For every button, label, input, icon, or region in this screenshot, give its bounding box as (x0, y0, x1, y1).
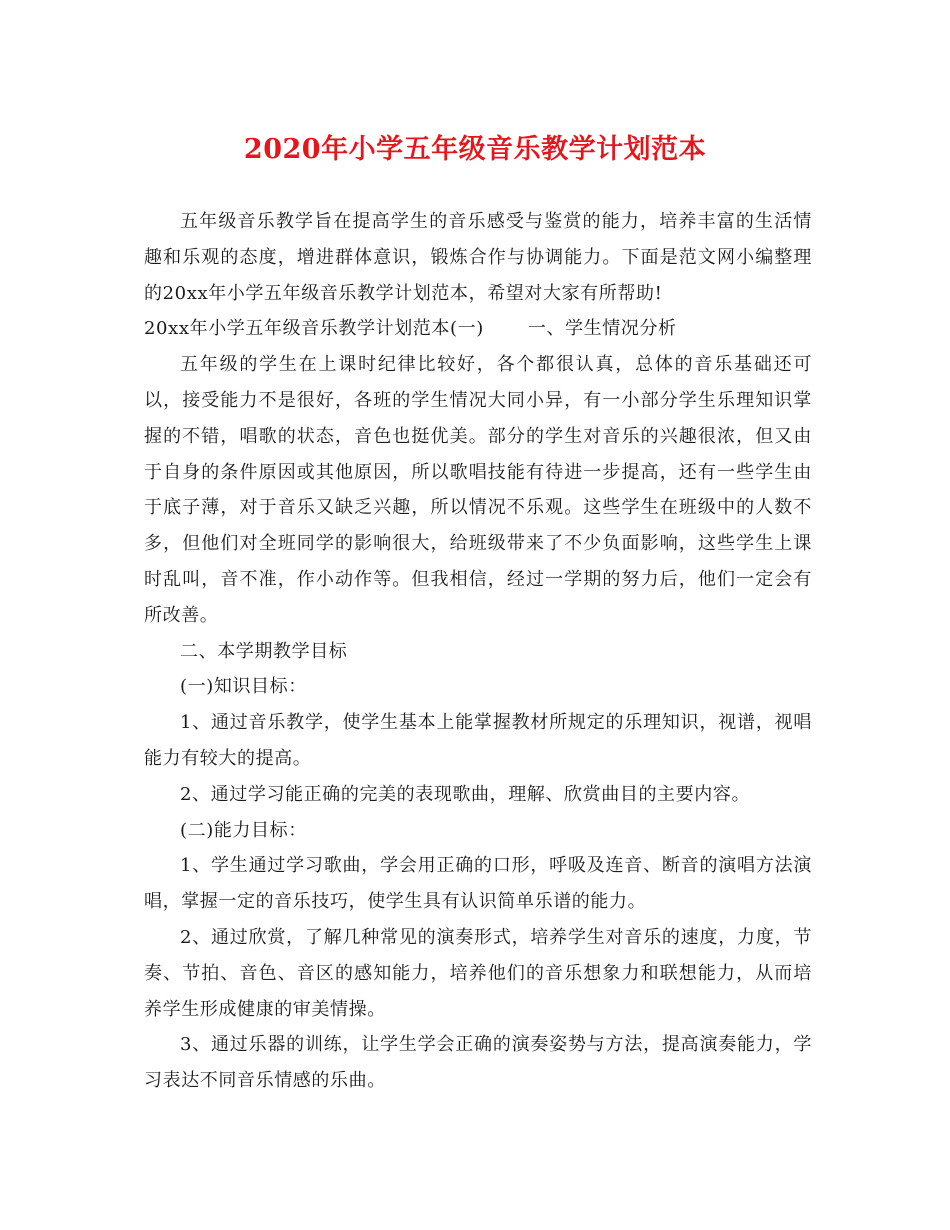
ability-goal-1: 1、学生通过学习歌曲，学会用正确的口形，呼吸及连音、断音的演唱方法演唱，掌握一定的音乐技巧，使学生具有认识简单乐谱的能力。 (144, 855, 812, 913)
document-title: 2020年小学五年级音乐教学计划范本 (243, 134, 707, 165)
intro-paragraph: 五年级音乐教学旨在提高学生的音乐感受与鉴赏的能力，培养丰富的生活情趣和乐观的态度，增进群体意识，锻炼合作与协调能力。下面是范文网小编整理的20xx年小学五年级音乐教学计划范本，希望对大家有所帮助! (144, 211, 812, 304)
document-body (144, 204, 812, 1099)
plan-subtitle: 20xx年小学五年级音乐教学计划范本(一) (144, 318, 484, 340)
subheading-knowledge-goals: (一)知识目标： (180, 676, 307, 698)
section-heading-goals: 二、本学期教学目标 (180, 640, 348, 662)
ability-goal-3: 3、通过乐器的训练，让学生学会正确的演奏姿势与方法，提高演奏能力，学习表达不同音乐情感的乐曲。 (144, 1034, 812, 1092)
student-analysis-paragraph: 五年级的学生在上课时纪律比较好，各个都很认真，总体的音乐基础还可以，接受能力不是很好，各班的学生情况大同小异，有一小部分学生乐理知识掌握的不错，唱歌的状态，音色也挺优美。部分的学生对音乐的兴趣很浓，但又由于自身的条件原因或其他原因，所以歌唱技能有待进一步提高，还有一些学生由于底子薄，对于音乐又缺乏兴趣，所以情况不乐观。这些学生在班级中的人数不多，但他们对全班同学的影响很大，给班级带来了不少负面影响，这些学生上课时乱叫，音不准，作小动作等。但我相信，经过一学期的努力后，他们一定会有所改善。 (144, 354, 812, 626)
section-heading-student-analysis: 一、学生情况分析 (527, 318, 677, 340)
ability-goal-2: 2、通过欣赏，了解几种常见的演奏形式，培养学生对音乐的速度，力度，节奏、节拍、音色、音区的感知能力，培养他们的音乐想象力和联想能力，从而培养学生形成健康的审美情操。 (144, 926, 812, 1020)
section-heading-line (144, 311, 812, 347)
knowledge-goal-1: 1、通过音乐教学，使学生基本上能掌握教材所规定的乐理知识，视谱，视唱能力有较大的提高。 (144, 712, 812, 769)
subheading-ability-goals: (二)能力目标： (180, 819, 307, 841)
knowledge-goal-2: 2、通过学习能正确的完美的表现歌曲，理解、欣赏曲目的主要内容。 (180, 783, 751, 805)
